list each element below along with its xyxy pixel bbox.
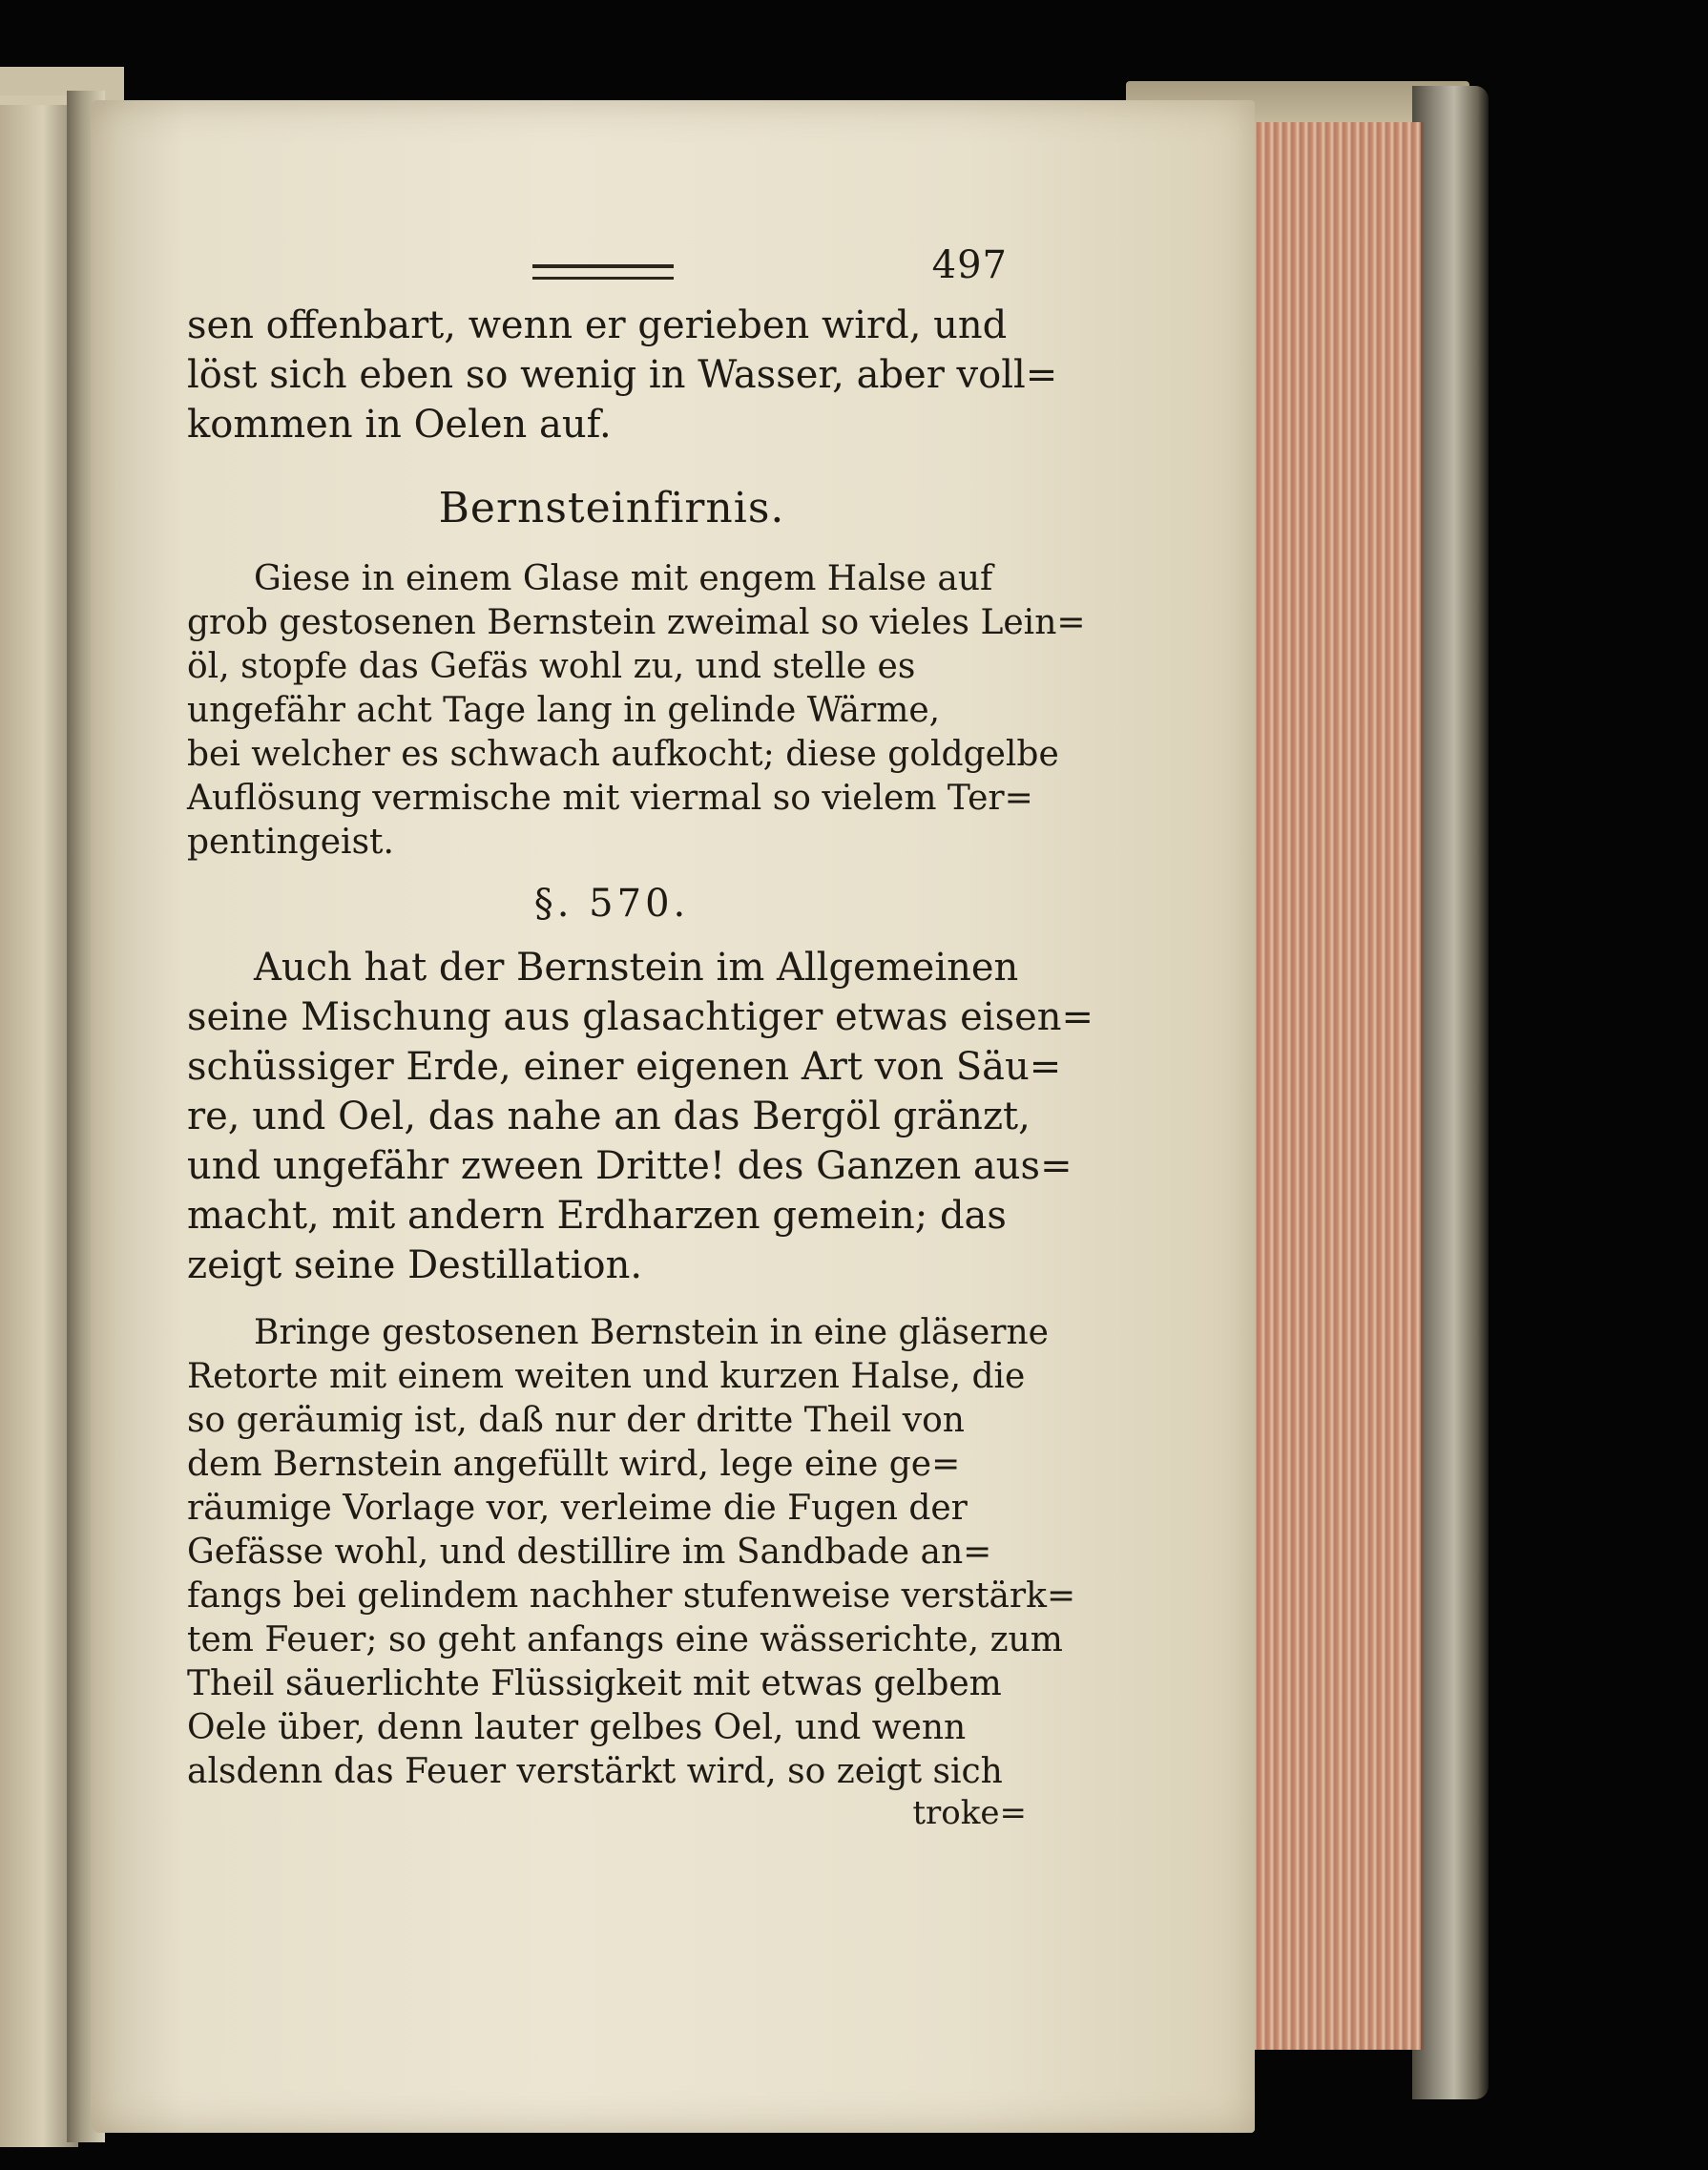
- paragraph-varnish-recipe: [187, 557, 1086, 865]
- text-line: fangs bei gelindem nachher stufenweise verstärk=: [187, 1576, 1076, 1616]
- page-edges: [1245, 122, 1424, 2050]
- paragraph-continuation: [187, 301, 1058, 449]
- text-line: pentingeist.: [187, 823, 394, 862]
- text-line: Theil säuerlichte Flüssigkeit mit etwas gelbem: [187, 1664, 1002, 1703]
- text-line: macht, mit andern Erdharzen gemein; das: [187, 1194, 1007, 1238]
- catch-word: troke=: [912, 1794, 1027, 1832]
- text-line: so geräumig ist, daß nur der dritte Theil von: [187, 1401, 965, 1440]
- text-line: Bringe gestosenen Bernstein in eine gläserne: [254, 1313, 1049, 1352]
- text-line: löst sich eben so wenig in Wasser, aber voll=: [187, 353, 1058, 397]
- text-line: bei welcher es schwach aufkocht; diese goldgelbe: [187, 735, 1059, 774]
- text-line: Retorte mit einem weiten und kurzen Halse, die: [187, 1357, 1026, 1396]
- text-line: tem Feuer; so geht anfangs eine wässerichte, zum: [187, 1620, 1063, 1659]
- text-line: re, und Oel, das nahe an das Bergöl gränzt,: [187, 1095, 1031, 1138]
- book-spine: [1412, 86, 1489, 2099]
- text-line: Gefässe wohl, und destillire im Sandbade an=: [187, 1533, 992, 1572]
- text-line: und ungefähr zween Dritte! des Ganzen aus=: [187, 1144, 1073, 1188]
- text-line: kommen in Oelen auf.: [187, 403, 612, 447]
- text-line: dem Bernstein angefüllt wird, lege eine ge=: [187, 1445, 961, 1484]
- text-line: alsdenn das Feuer verstärkt wird, so zeigt sich: [187, 1752, 1003, 1791]
- text-line: Auch hat der Bernstein im Allgemeinen: [254, 946, 1019, 990]
- text-line: öl, stopfe das Gefäs wohl zu, und stelle es: [187, 647, 916, 686]
- text-line: Oele über, denn lauter gelbes Oel, und wenn: [187, 1708, 967, 1747]
- text-line: ungefähr acht Tage lang in gelinde Wärme,: [187, 691, 941, 730]
- text-line: räumige Vorlage vor, verleime die Fugen der: [187, 1489, 968, 1528]
- head-ornament-rule: [532, 264, 674, 280]
- page-text: [187, 243, 1094, 1832]
- text-line: schüssiger Erde, einer eigenen Art von Säu=: [187, 1045, 1062, 1089]
- paragraph-distillation: [187, 1311, 1076, 1794]
- text-line: sen offenbart, wenn er gerieben wird, und: [187, 303, 1008, 347]
- text-line: grob gestosenen Bernstein zweimal so vieles Lein=: [187, 603, 1086, 642]
- text-line: seine Mischung aus glasachtiger etwas eisen=: [187, 995, 1094, 1039]
- section-heading: Bernsteinfirnis.: [438, 484, 785, 532]
- text-line: Auflösung vermische mit viermal so vielem Ter=: [187, 779, 1033, 818]
- text-line: Giese in einem Glase mit engem Halse auf: [254, 559, 993, 598]
- text-line: zeigt seine Destillation.: [187, 1243, 643, 1287]
- page-number: 497: [931, 243, 1008, 287]
- paragraph-amber-composition: [187, 943, 1094, 1290]
- running-head: [187, 243, 1036, 301]
- section-number: §. 570.: [533, 882, 690, 926]
